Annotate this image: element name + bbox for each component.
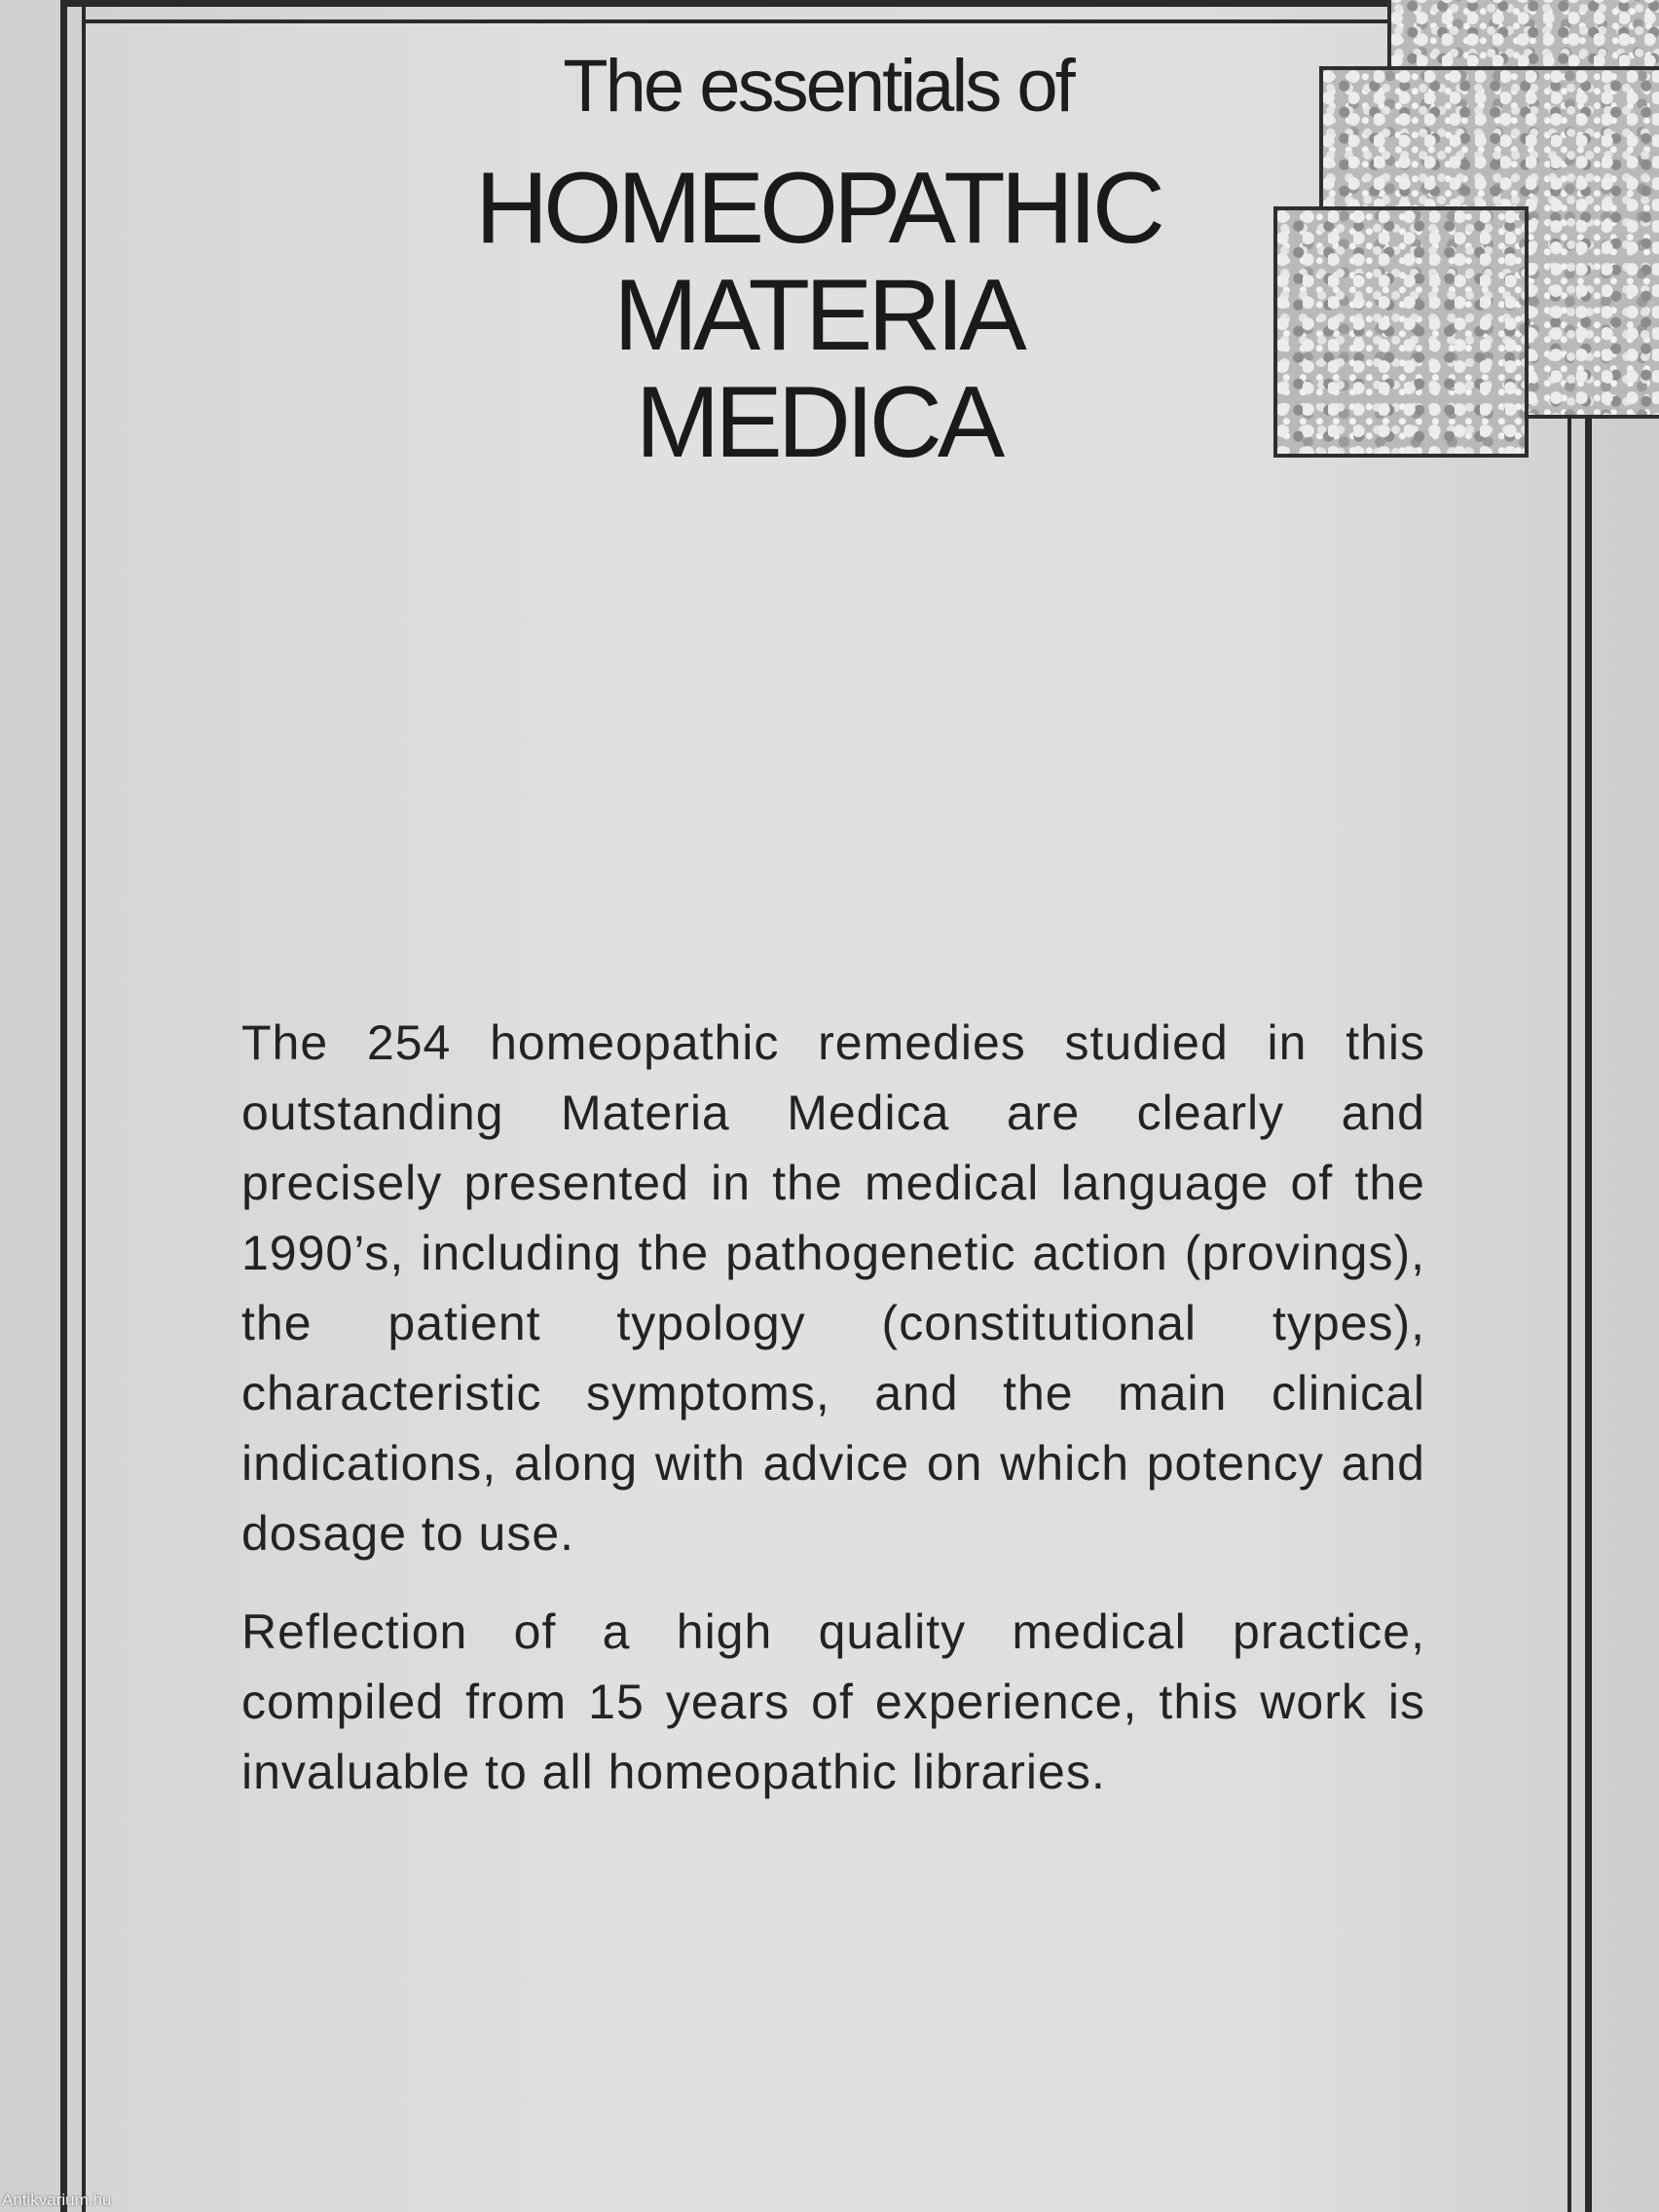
border-rule-left-inner bbox=[82, 6, 86, 2212]
marbled-square-front bbox=[1273, 206, 1529, 458]
border-rule-top-outer bbox=[60, 0, 1394, 7]
blurb-paragraph-1: The 254 homeopathic remedies studied in this outstanding Materia Medica are clearly and precisely presented in the medical language of the 1990’s, including the pathogenetic action (provings), the patient typology (constitutional types), characteristic symptoms, and the main clinical indications, along with advice on which potency and dosage to use. bbox=[241, 1015, 1425, 1561]
site-watermark: Antikvarium.hu bbox=[2, 2191, 112, 2209]
border-rule-right-outer bbox=[1585, 409, 1592, 2212]
title-line-homeopathic: HOMEOPATHIC bbox=[475, 152, 1161, 265]
border-rule-right-inner bbox=[1567, 409, 1571, 2212]
title-line-medica: MEDICA bbox=[635, 366, 1001, 479]
border-rule-left-outer bbox=[60, 0, 67, 2212]
border-rule-top-inner bbox=[82, 19, 1394, 23]
title-line-materia: MATERIA bbox=[613, 259, 1022, 372]
blurb-paragraph-2: Reflection of a high quality medical practice, compiled from 15 years of experience, this work is invaluable to all homeopathic libraries. bbox=[241, 1604, 1425, 1799]
title-subheading: The essentials of bbox=[563, 45, 1073, 128]
